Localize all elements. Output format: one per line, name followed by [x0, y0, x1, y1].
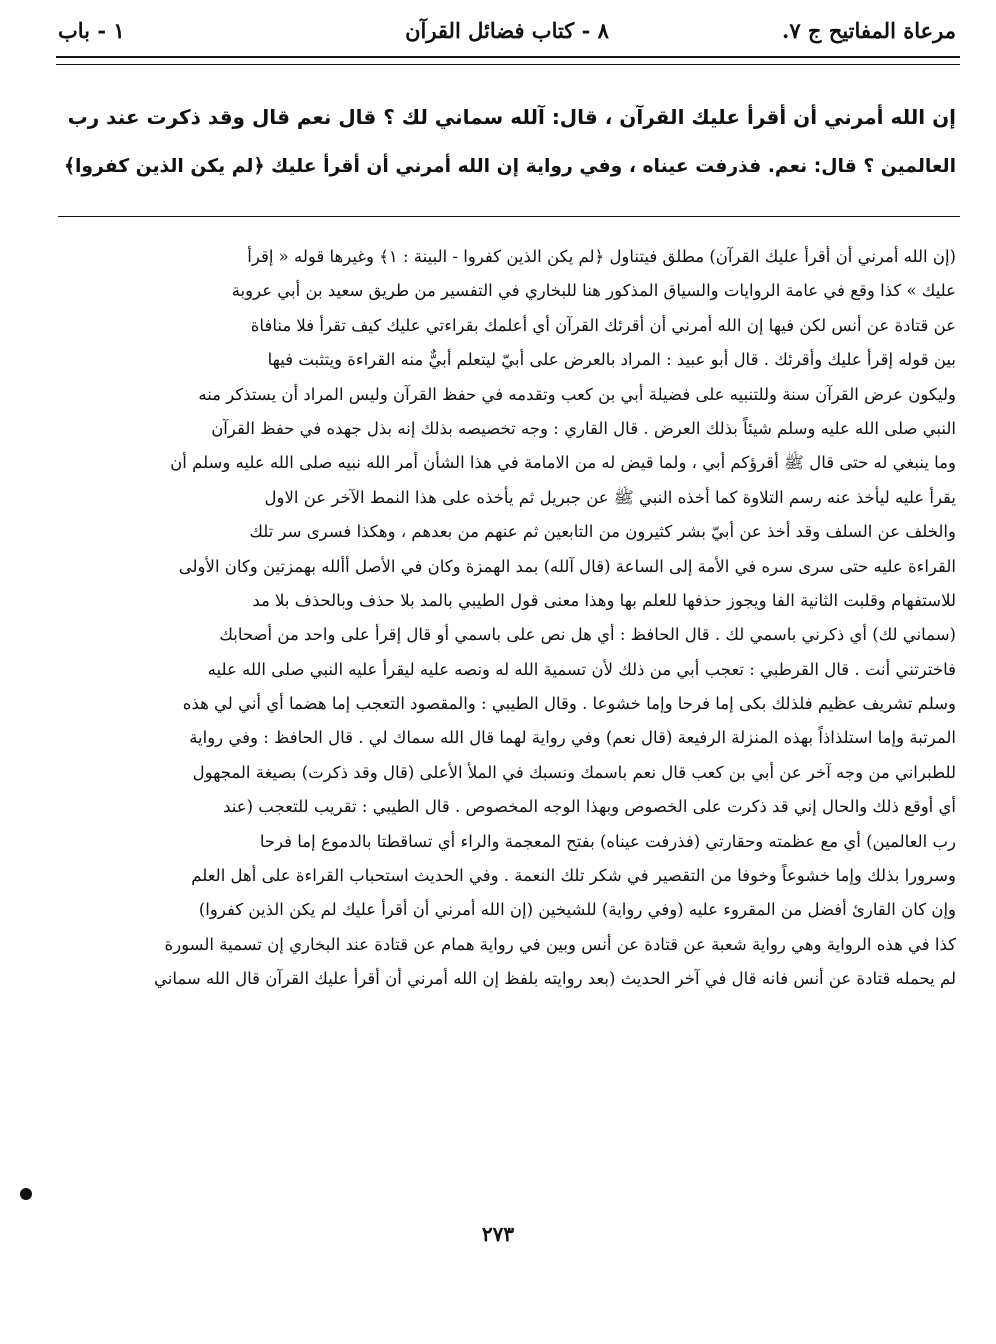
commentary-line: للطبراني من وجه آخر عن أبي بن كعب قال نعم باسمك ونسبك في الملأ الأعلى (قال وقد ذكرت) بصيغة المجهول — [192, 762, 956, 782]
commentary-line: أي أوقع ذلك والحال إني قد ذكرت على الخصوص وبهذا الوجه المخصوص . قال الطيبي : تقريب للتعجب (عند — [223, 797, 956, 817]
commentary-line: عليك » كذا وقع في عامة الروايات والسياق المذكور هنا للبخاري في التفسير من طريق سعيد بن أبي عروبة — [231, 281, 956, 301]
margin-dot — [20, 1188, 32, 1200]
commentary-line: (إن الله أمرني أن أقرأ عليك القرآن) مطلق فيتناول ﴿لم يكن الذين كفروا - البينة : ١﴾ وغيرها قوله « إقرأ — [247, 247, 956, 266]
section-label: ١ - باب — [58, 18, 125, 43]
commentary-line: (سماني لك) أي ذكرني باسمي لك . قال الحافظ : أي هل نص على باسمي أو قال إقرأ على واحد من أصحابك — [219, 625, 956, 645]
commentary-line: القراءة عليه حتى سرى سره في الأمة إلى الساعة (قال آلله) بمد الهمزة وكان في الأصل أألله بهمزتين وكان الأولى — [178, 556, 956, 576]
commentary-line: يقرأ عليه ليأخذ عنه رسم التلاوة كما أخذه النبي ﷺ عن جبريل ثم يأخذه على هذا النمط الآخر عن الاول — [264, 487, 956, 507]
commentary-line: النبي صلى الله عليه وسلم شيئاً بذلك العرض . قال القاري : وجه تخصيصه بذلك إنه بذل جهده في حفظ القرآن — [211, 418, 956, 438]
header-double-rule — [56, 56, 960, 65]
commentary-line: وسرورا بذلك وإما خشوعاً وخوفا من التقصير في شكر تلك النعمة . وفي الحديث استحباب القراءة على أهل العلم — [191, 866, 956, 886]
hadith-text — [58, 92, 956, 192]
commentary-line: فاخترتني أنت . قال القرطبي : تعجب أبي من ذلك لأن تسمية الله له ونصه عليه ليقرأ عليه النبي صلى الله عليه — [207, 659, 956, 679]
separator-rule — [58, 216, 960, 217]
commentary-line: المرتبة وإما استلذاذاً بهذه المنزلة الرفيعة (قال نعم) وفي رواية لهما قال الله سماك لي . قال الحافظ : وفي رواية — [189, 728, 956, 748]
commentary-line: للاستفهام وقلبت الثانية الفا ويجوز حذفها للعلم بها وهذا معنى قول الطيبي بالمد بلا حذف وبالحذف بلا مد — [252, 590, 956, 610]
chapter-title: ٨ - كتاب فضائل القرآن — [405, 18, 609, 43]
hadith-line: العالمين ؟ قال: نعم. فذرفت عيناه ، وفي رواية إن الله أمرني أن أقرأ عليك ﴿لم يكن الذين كفروا﴾ — [63, 156, 956, 177]
commentary-line: عن قتادة عن أنس لكن فيها إن الله أمرني أن أقرئك القرآن أي أعلمك بقراءتي عليك كيف تقرأ فلا منافاة — [250, 315, 956, 335]
commentary-line: بين قوله إقرأ عليك وأقرئك . قال أبو عبيد : المراد بالعرض على أبيّ ليتعلم أبيٌّ منه القراءة ويتثبت فيها — [267, 350, 956, 370]
commentary-line: وسلم تشريف عظيم فلذلك بكى إما فرحا وإما خشوعا . وقال الطيبي : والمقصود التعجب إما هضما أي أني لي هذه — [182, 694, 956, 714]
book-title: مرعاة المفاتيح ج ٧. — [782, 18, 956, 43]
page-header — [58, 12, 956, 54]
commentary-line: وليكون عرض القرآن سنة وللتنبيه على فضيلة أبي بن كعب وتقدمه في حفظ القرآن وليس المراد أن يستذكر منه — [198, 384, 956, 404]
page-number: ٢٧٣ — [481, 1222, 515, 1246]
commentary-line: وإن كان القارئ أفضل من المقروء عليه (وفي رواية) للشيخين (إن الله أمرني أن أقرأ عليك لم يكن الذين كفروا) — [198, 900, 956, 920]
commentary-line: كذا في هذه الرواية وهي رواية شعبة عن قتادة عن أنس وبين في رواية همام عن قتادة عند البخاري إن تسمية السورة — [164, 934, 956, 954]
commentary-text — [58, 240, 956, 997]
commentary-line: لم يحمله قتادة عن أنس فانه قال في آخر الحديث (بعد روايته بلفظ إن الله أمرني أن أقرأ عليك القرآن قال الله سماني — [153, 969, 956, 989]
hadith-line: إن الله أمرني أن أقرأ عليك القرآن ، قال: آلله سماني لك ؟ قال نعم قال وقد ذكرت عند رب — [67, 105, 956, 129]
commentary-line: وما ينبغي له حتى قال ﷺ أقرؤكم أبي ، ولما قيض له من الامامة في هذا الشأن أمر الله نبيه صلى الله عليه وسلم أن — [170, 453, 956, 473]
commentary-line: رب العالمين) أي مع عظمته وحقارتي (فذرفت عيناه) بفتح المعجمة والراء أي تساقطتا بالدموع إما فرحا — [259, 831, 956, 851]
commentary-line: والخلف عن السلف وقد أخذ عن أبيّ بشر كثيرون من التابعين ثم عنهم من بعدهم ، وهكذا فسرى سر تلك — [249, 522, 956, 542]
